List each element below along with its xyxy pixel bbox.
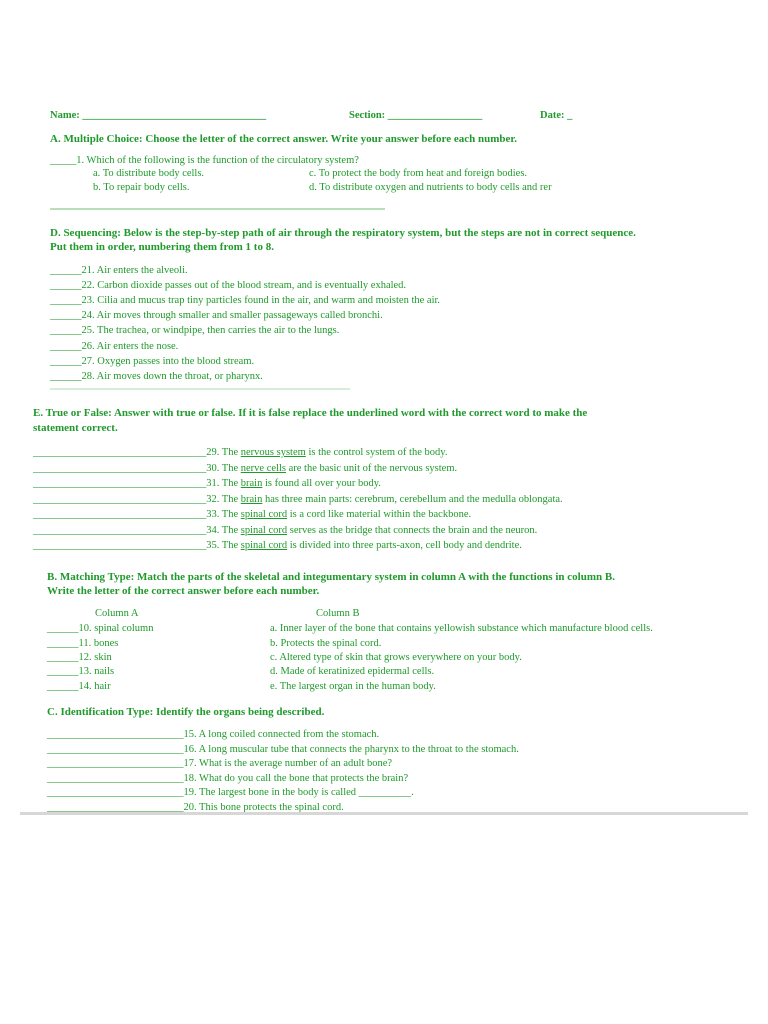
tf-item-29: _________________________________29. The nervous system is the control system of the body.	[33, 447, 448, 458]
tf-item-30: _________________________________30. The nerve cells are the basic unit of the nervous system.	[33, 463, 458, 474]
tf-item-32: _________________________________32. The brain has three main parts: cerebrum, cerebellum and the medulla oblongata.	[33, 494, 563, 505]
tf-item-34: _________________________________34. The spinal cord serves as the bridge that connects the brain and the neuron.	[33, 525, 538, 536]
match-b-a: a. Inner layer of the bone that contains yellowish substance which manufacture blood cells.	[270, 623, 653, 634]
identify-item-16: __________________________16. A long muscular tube that connects the pharynx to the throat to the stomach.	[47, 744, 519, 755]
sequence-item-22: ______22. Carbon dioxide passes out of the blood stream, and is eventually exhaled.	[50, 280, 407, 291]
section-b-title-line1: B. Matching Type: Match the parts of the skeletal and integumentary system in column A with the functions in column B.	[47, 571, 615, 583]
sequence-item-28: ______28. Air moves down the throat, or pharynx.	[50, 371, 263, 382]
choice-a: a. To distribute body cells.	[93, 168, 205, 179]
tf-item-35: _________________________________35. The spinal cord is divided into three parts-axon, cell body and dendrite.	[33, 540, 522, 551]
sequence-item-23: ______23. Cilia and mucus trap tiny particles found in the air, and warm and moisten the air.	[50, 295, 441, 306]
match-a-10: ______10. spinal column	[47, 623, 154, 634]
section-b-title-line2: Write the letter of the correct answer before each number.	[47, 585, 320, 597]
question-1: _____1. Which of the following is the function of the circulatory system?	[50, 155, 359, 166]
match-b-c: c. Altered type of skin that grows everywhere on your body.	[270, 652, 522, 663]
match-b-e: e. The largest organ in the human body.	[270, 681, 436, 692]
match-a-14: ______14. hair	[47, 681, 111, 692]
section-e-title-line1: E. True or False: Answer with true or false. If it is false replace the underlined word with the correct word to make the	[33, 407, 588, 419]
match-a-12: ______12. skin	[47, 652, 112, 663]
choice-c: c. To protect the body from heat and foreign bodies.	[309, 168, 528, 179]
identify-item-19: __________________________19. The largest bone in the body is called __________.	[47, 787, 414, 798]
column-b-header: Column B	[316, 608, 360, 619]
column-a-header: Column A	[95, 608, 139, 619]
date-field-label: Date: _	[540, 110, 573, 121]
section-a-title: A. Multiple Choice: Choose the letter of the correct answer. Write your answer before each number.	[50, 133, 518, 145]
match-a-11: ______11. bones	[47, 638, 119, 649]
identify-item-18: __________________________18. What do you call the bone that protects the brain?	[47, 773, 409, 784]
cropped-text-fragment	[50, 208, 385, 210]
identify-item-17: __________________________17. What is the average number of an adult bone?	[47, 758, 393, 769]
tf-item-31: _________________________________31. The brain is found all over your body.	[33, 478, 381, 489]
sequence-item-25: ______25. The trachea, or windpipe, then carries the air to the lungs.	[50, 325, 340, 336]
section-e-title-line2: statement correct.	[33, 422, 118, 434]
match-a-13: ______13. nails	[47, 666, 115, 677]
section-d-title-line1: D. Sequencing: Below is the step-by-step path of air through the respiratory system, but the steps are not in correct sequence.	[50, 227, 636, 239]
page-bottom-edge	[20, 812, 748, 815]
identify-item-15: __________________________15. A long coiled connected from the stomach.	[47, 729, 380, 740]
choice-d: d. To distribute oxygen and nutrients to body cells and rer	[309, 182, 552, 193]
choice-b: b. To repair body cells.	[93, 182, 190, 193]
cropped-line-fragment	[50, 388, 350, 390]
identify-item-20: __________________________20. This bone protects the spinal cord.	[47, 802, 344, 812]
section-c-title: C. Identification Type: Identify the organs being described.	[47, 706, 325, 718]
section-field-label: Section: __________________	[349, 110, 483, 121]
tf-item-33: _________________________________33. The spinal cord is a cord like material within the backbone.	[33, 509, 472, 520]
match-b-b: b. Protects the spinal cord.	[270, 638, 382, 649]
sequence-item-21: ______21. Air enters the alveoli.	[50, 265, 188, 276]
section-d-title-line2: Put them in order, numbering them from 1 to 8.	[50, 241, 274, 253]
sequence-item-24: ______24. Air moves through smaller and smaller passageways called bronchi.	[50, 310, 383, 321]
match-b-d: d. Made of keratinized epidermal cells.	[270, 666, 435, 677]
name-field-label: Name: ___________________________________	[50, 110, 267, 121]
sequence-item-27: ______27. Oxygen passes into the blood stream.	[50, 356, 255, 367]
sequence-item-26: ______26. Air enters the nose.	[50, 341, 179, 352]
